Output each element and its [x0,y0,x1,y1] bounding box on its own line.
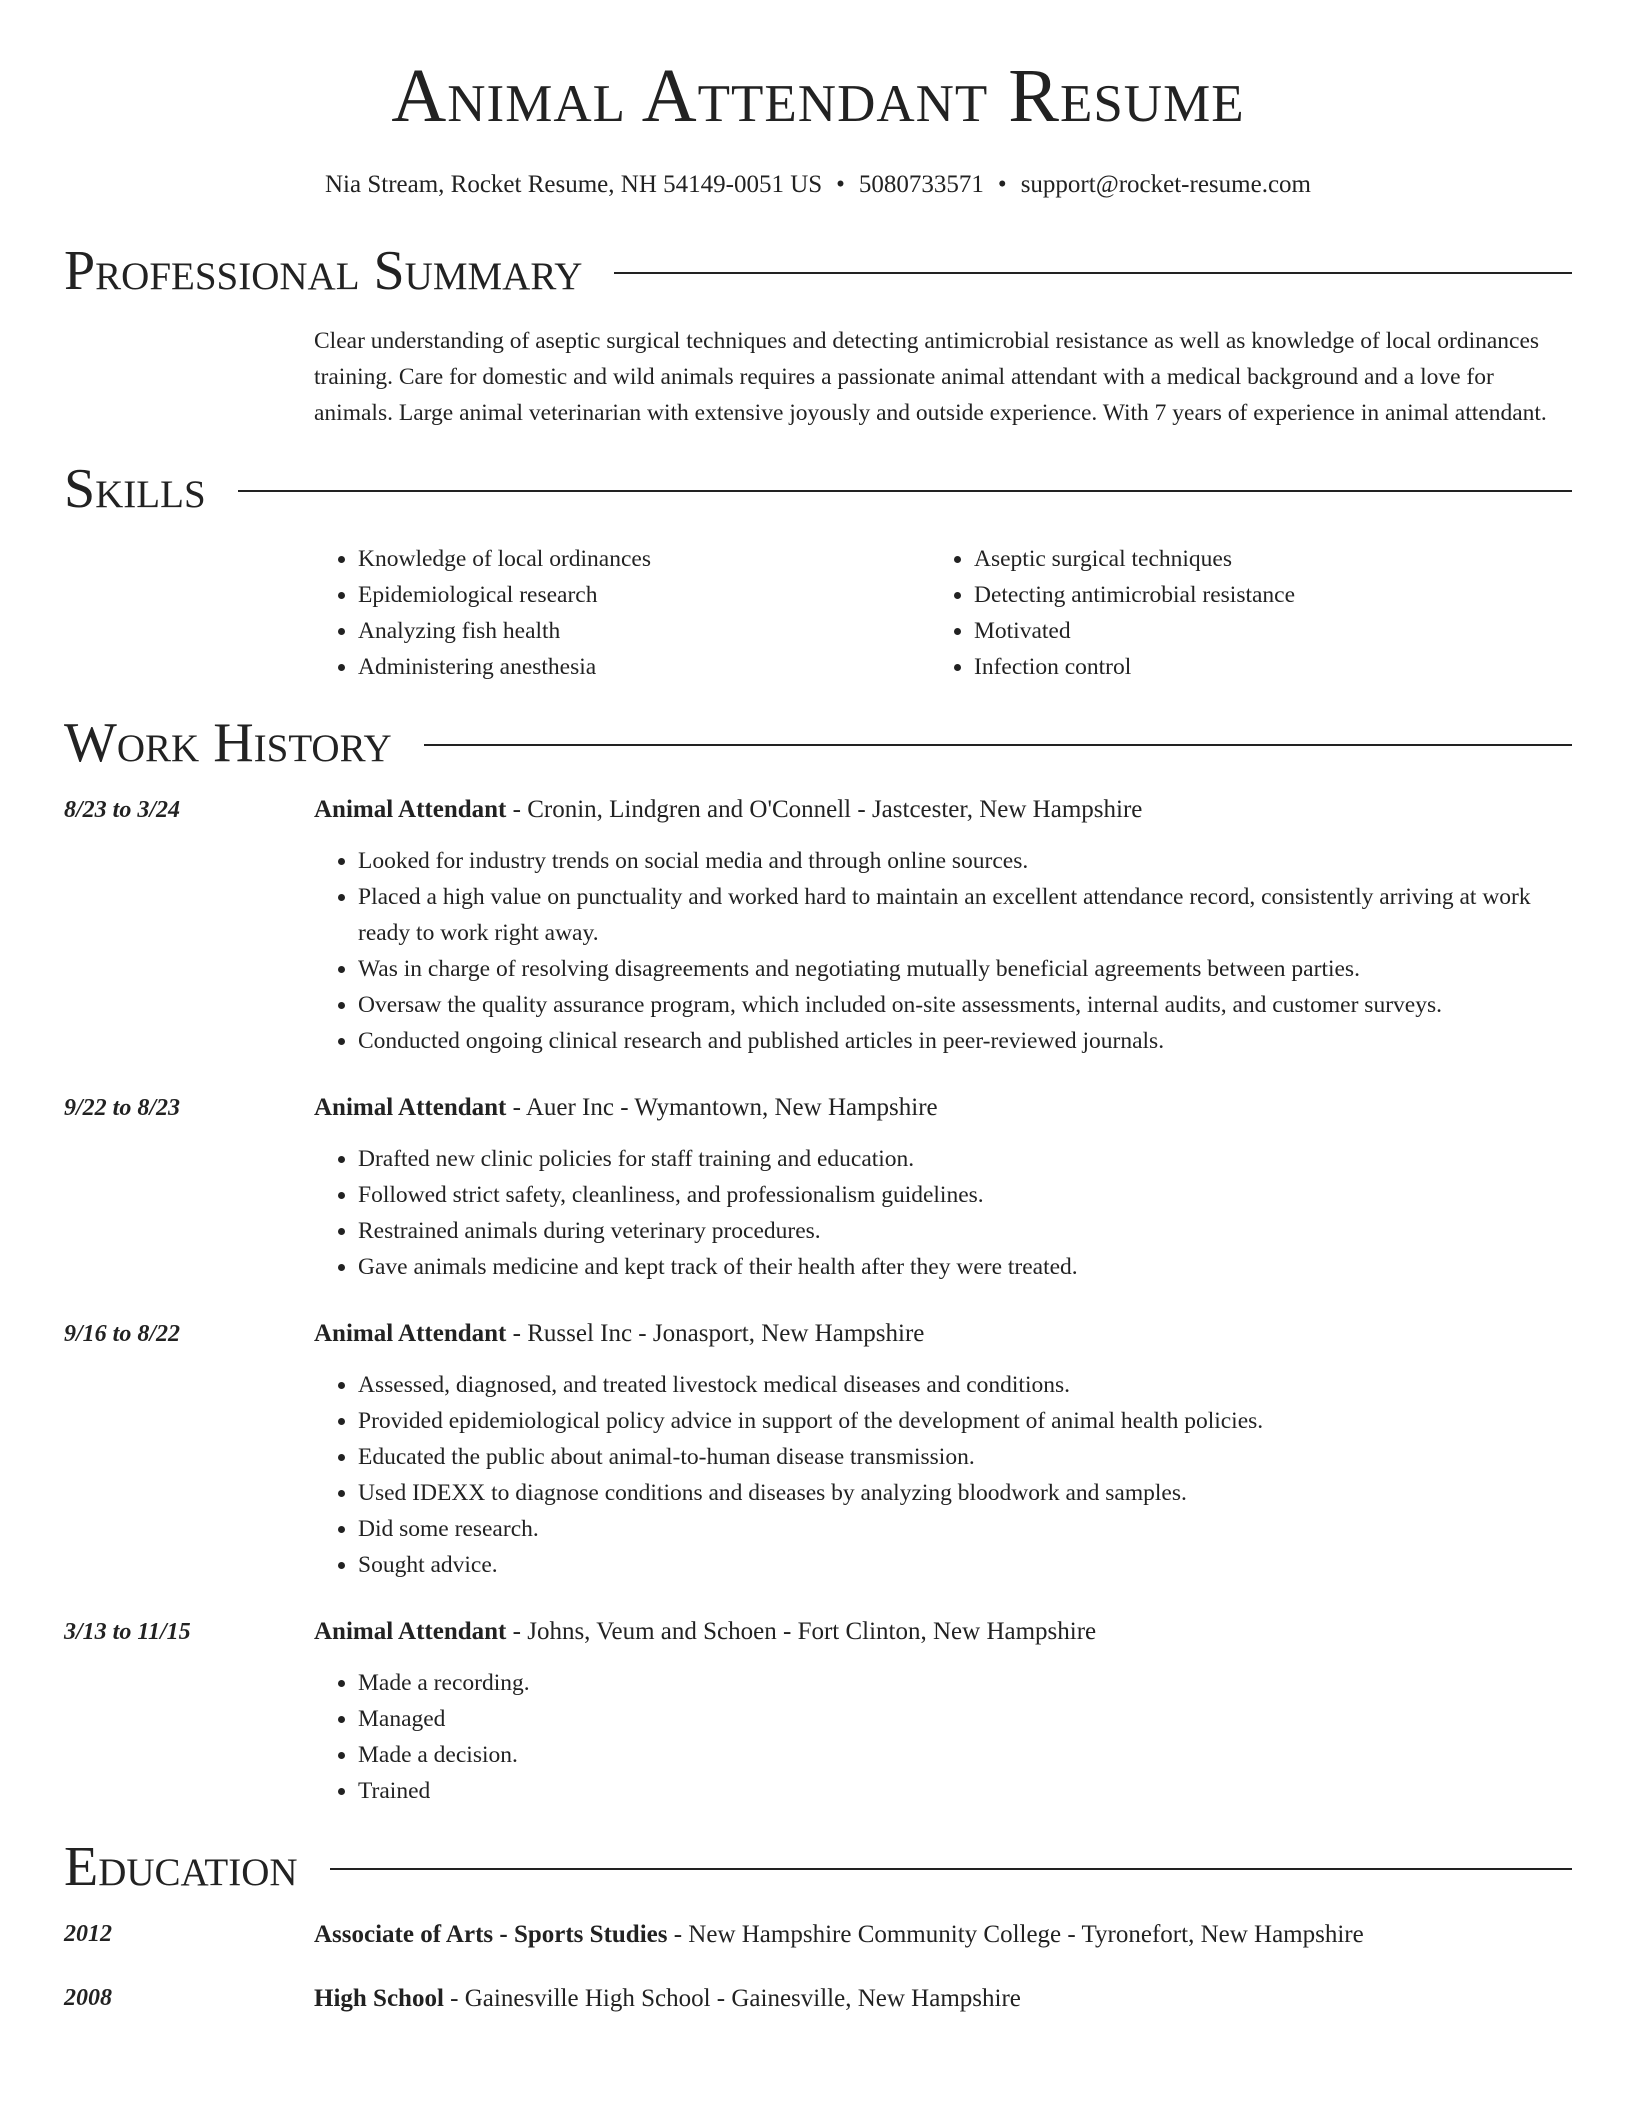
job-employer: - Cronin, Lindgren and O'Connell - Jastcester, New Hampshire [506,796,1143,823]
summary-heading: Professional Summary [64,240,583,302]
contact-separator: • [997,171,1007,198]
education-degree: Associate of Arts - Sports Studies [314,1921,668,1948]
job-bullets [314,1367,1572,1583]
job-bullets [314,1665,1572,1809]
section-divider [238,490,1572,492]
contact-line [64,172,1572,197]
skill-item: • Administering anesthesia [358,649,930,685]
job-entry [64,793,1572,1059]
contact-address: Nia Stream, Rocket Resume, NH 54149-0051 US [325,171,823,198]
education-header [64,1836,1572,1898]
education-entry [64,1981,1572,2017]
education-line [314,1917,1364,1953]
job-entry [64,1317,1572,1583]
resume-title: Animal Attendant Resume [391,54,1245,138]
skill-item: • Epidemiological research [358,577,930,613]
education-line [314,1981,1021,2017]
skill-item: • Analyzing fish health [358,613,930,649]
skills-section [64,458,1572,685]
job-bullet: • Oversaw the quality assurance program, which included on-site assessments, internal audits, and customer surveys. [358,987,1572,1023]
job-bullet: • Conducted ongoing clinical research and published articles in peer-reviewed journals. [358,1023,1572,1059]
job-bullet: • Educated the public about animal-to-human disease transmission. [358,1439,1572,1475]
job-role: Animal Attendant [314,1094,507,1121]
job-bullets [314,1141,1572,1285]
job-dates: 9/16 to 8/22 [64,1321,181,1347]
summary-section [64,240,1572,431]
job-bullet: • Provided epidemiological policy advice in support of the development of animal health policies. [358,1403,1572,1439]
work-history-header [64,712,1572,774]
job-bullet: • Was in charge of resolving disagreements and negotiating mutually beneficial agreements between parties. [358,951,1572,987]
job-bullet: • Trained [358,1773,1572,1809]
job-title-line [314,1317,1572,1351]
job-employer: - Johns, Veum and Schoen - Fort Clinton, New Hampshire [506,1618,1097,1645]
job-dates: 9/22 to 8/23 [64,1095,181,1121]
skill-item: • Motivated [974,613,1546,649]
section-divider [424,744,1572,746]
job-bullet: • Assessed, diagnosed, and treated livestock medical diseases and conditions. [358,1367,1572,1403]
contact-email: support@rocket-resume.com [1020,171,1311,198]
job-role: Animal Attendant [314,1320,507,1347]
job-bullet: • Did some research. [358,1511,1572,1547]
job-body [314,1615,1572,1809]
section-divider [330,1868,1572,1870]
section-divider [614,272,1572,274]
education-section [64,1836,1572,2017]
job-role: Animal Attendant [314,796,507,823]
job-bullets [314,843,1572,1059]
job-bullet: • Gave animals medicine and kept track of their health after they were treated. [358,1249,1572,1285]
contact-separator: • [836,171,845,198]
job-bullet: • Managed [358,1701,1572,1737]
work-history-section [64,712,1572,1809]
job-title-line [314,1615,1572,1649]
job-employer: - Auer Inc - Wymantown, New Hampshire [506,1094,938,1121]
skill-item: • Aseptic surgical techniques [974,541,1546,577]
job-bullet: • Made a recording. [358,1665,1572,1701]
job-bullet: • Sought advice. [358,1547,1572,1583]
job-employer: - Russel Inc - Jonasport, New Hampshire [506,1320,925,1347]
skills-heading: Skills [64,458,206,520]
job-bullet: • Drafted new clinic policies for staff training and education. [358,1141,1572,1177]
job-bullet: • Placed a high value on punctuality and worked hard to maintain an excellent attendance record, consistently arriving at work ready to work right away. [358,879,1572,951]
summary-text: Clear understanding of aseptic surgical techniques and detecting antimicrobial resistance as well as knowledge of local ordinances training. Care for domestic and wild animals requires a passionate animal attendant with a medical background and a love for animals. Large animal veterinarian with extensive joyously and outside experience. With 7 years of experience in animal attendant. [314,328,1547,426]
education-year: 2008 [64,1985,112,2011]
job-bullet: • Restrained animals during veterinary procedures. [358,1213,1572,1249]
contact-phone: 5080733571 [858,171,984,198]
job-body [314,1091,1572,1285]
education-degree: High School [314,1985,444,2012]
education-heading: Education [64,1836,298,1898]
job-title-line [314,1091,1572,1125]
skills-column-left [314,541,930,685]
skill-item: • Knowledge of local ordinances [358,541,930,577]
education-year: 2012 [64,1921,112,1947]
skill-item: • Detecting antimicrobial resistance [974,577,1546,613]
job-entry [64,1091,1572,1285]
job-body [314,1317,1572,1583]
job-bullet: • Followed strict safety, cleanliness, and professionalism guidelines. [358,1177,1572,1213]
job-dates: 8/23 to 3/24 [64,797,181,823]
education-entry [64,1917,1572,1953]
skills-header [64,458,1572,520]
job-bullet: • Looked for industry trends on social media and through online sources. [358,843,1572,879]
summary-header [64,240,1572,302]
job-dates: 3/13 to 11/15 [64,1619,191,1645]
job-body [314,793,1572,1059]
job-entry [64,1615,1572,1809]
education-school: - Gainesville High School - Gainesville, New Hampshire [443,1985,1021,2012]
education-school: - New Hampshire Community College - Tyronefort, New Hampshire [667,1921,1364,1948]
job-role: Animal Attendant [314,1618,507,1645]
skill-item: • Infection control [974,649,1546,685]
skills-list [314,541,1572,685]
job-title-line [314,793,1572,827]
job-bullet: • Made a decision. [358,1737,1572,1773]
skills-column-right [930,541,1546,685]
job-bullet: • Used IDEXX to diagnose conditions and diseases by analyzing bloodwork and samples. [358,1475,1572,1511]
work-history-heading: Work History [64,712,392,774]
